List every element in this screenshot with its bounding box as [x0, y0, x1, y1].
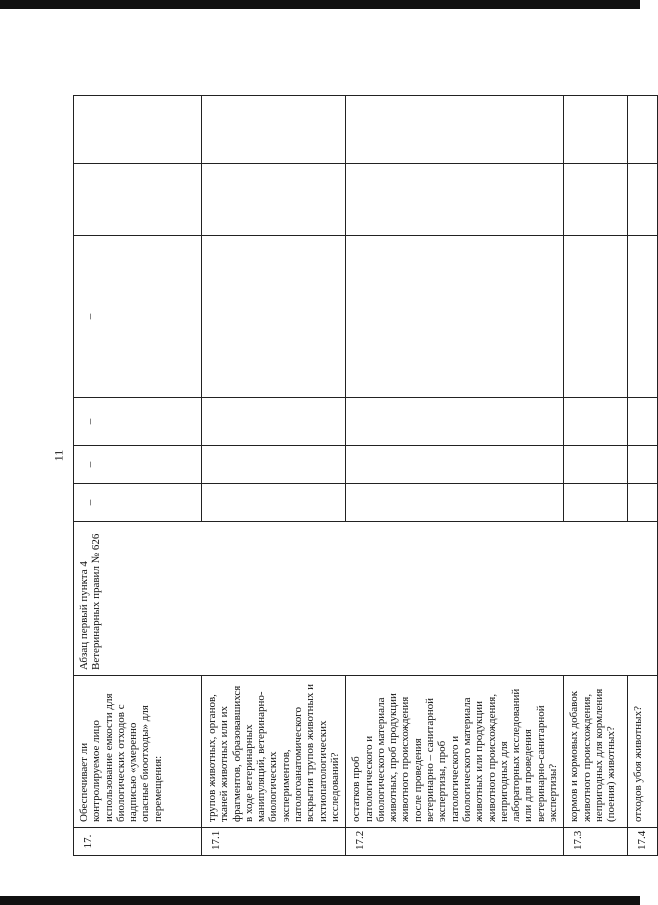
row-number: 17.4	[628, 828, 658, 856]
answer-no-value: –	[84, 461, 96, 468]
rotated-table-container	[73, 96, 649, 856]
row-question: Обеспечивает ли контролируемое лицо использование емкости для биологических отходов с надписью «умеренно опасные биоотходы» для перемещения:	[74, 676, 202, 828]
table-body	[74, 96, 658, 856]
row-question: кормов и кормовых добавок животного происхождения, непригодных для кормления (поения) животных?	[564, 676, 628, 828]
answer-na-cell	[346, 398, 564, 446]
answer-na-value: –	[84, 418, 96, 425]
row-question: отходов убоя животных?	[628, 676, 658, 828]
answer-yes-cell	[628, 484, 658, 522]
answer-yes-cell	[564, 484, 628, 522]
answer-no-cell	[74, 446, 202, 484]
table-row	[346, 96, 564, 856]
page-number: 11	[51, 449, 66, 462]
extra-cell-1	[628, 164, 658, 236]
answer-na-cell	[564, 398, 628, 446]
answer-yes-value: –	[84, 499, 96, 506]
extra-cell-2	[628, 96, 658, 164]
comment-cell	[74, 236, 202, 398]
extra-cell-1	[564, 164, 628, 236]
extra-cell-2	[202, 96, 346, 164]
extra-cell-2	[564, 96, 628, 164]
row-question: трупов животных, органов, тканей животных или их фрагментов, образовавшихся в ходе ветеринарных манипуляций, ветеринарно-биологических экспериментов, патологоанатомического вскрытия трупов животных и ихтиопатологических исследований?	[202, 676, 346, 828]
row-number: 17.3	[564, 828, 628, 856]
checklist-table	[73, 95, 658, 856]
row-number: 17.	[74, 828, 202, 856]
answer-yes-cell	[346, 484, 564, 522]
table-row	[74, 96, 202, 856]
comment-value: –	[84, 313, 96, 320]
extra-cell-1	[202, 164, 346, 236]
answer-yes-cell	[74, 484, 202, 522]
row-number: 17.2	[346, 828, 564, 856]
comment-cell	[202, 236, 346, 398]
answer-no-cell	[346, 446, 564, 484]
extra-cell-1	[74, 164, 202, 236]
row-number: 17.1	[202, 828, 346, 856]
extra-cell-2	[346, 96, 564, 164]
comment-cell	[628, 236, 658, 398]
row-question: остатков проб патологического и биологического материала животных, проб продукции животного происхождения после проведения ветеринарно – санитарной экспертизы, проб патологического и биологического материала животных или продукции животного происхождения, непригодных для лабораторных исследований или для проведения ветеринарно-санитарной экспертизы?	[346, 676, 564, 828]
comment-cell	[346, 236, 564, 398]
extra-cell-1	[346, 164, 564, 236]
answer-na-cell	[202, 398, 346, 446]
row-reference: Абзац первый пункта 4 Ветеринарных правил № 626	[74, 522, 658, 676]
answer-no-cell	[202, 446, 346, 484]
table-viewport	[73, 96, 649, 856]
table-row	[564, 96, 628, 856]
answer-na-cell	[628, 398, 658, 446]
answer-na-cell	[74, 398, 202, 446]
comment-cell	[564, 236, 628, 398]
answer-no-cell	[628, 446, 658, 484]
scan-bottom-border	[0, 896, 640, 905]
table-row	[202, 96, 346, 856]
table-row	[628, 96, 658, 856]
answer-no-cell	[564, 446, 628, 484]
scan-top-border	[0, 0, 640, 9]
extra-cell-2	[74, 96, 202, 164]
answer-yes-cell	[202, 484, 346, 522]
